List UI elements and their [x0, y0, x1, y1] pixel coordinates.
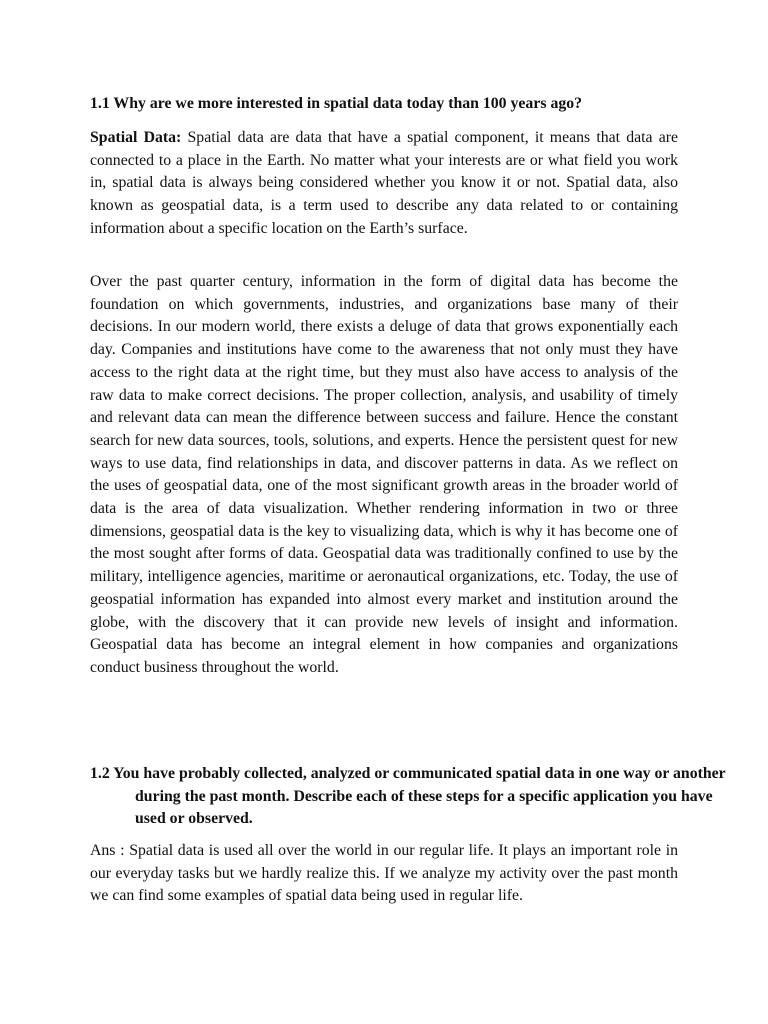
digital-data-paragraph: Over the past quarter century, information in the form of digital data has become the foundation on which governments, industries, and organizations base many of their decisions. In our modern world, there exists a deluge of data that grows exponentially each day. Companies and institutions have come to the awareness that not only must they have access to the right data at the right time, but they must also have access to analysis of the raw data to make correct decisions. The proper collection, analysis, and usability of timely and relevant data can mean the difference between success and failure. Hence the constant search for new data sources, tools, solutions, and experts. Hence the persistent quest for new ways to use data, find relationships in data, and discover patterns in data. As we reflect on the uses of geospatial data, one of the most significant growth areas in the broader world of data is the area of data visualization. Whether rendering information in two or three dimensions, geospatial data is the key to visualizing data, which is why it has become one of the most sought after forms of data. Geospatial data was traditionally confined to use by the military, intelligence agencies, maritime or aeronautical organizations, etc. Today, the use of geospatial information has expanded into almost every market and institution around the globe, with the discovery that it can provide new levels of insight and information. Geospatial data has become an integral element in how companies and organizations conduct business throughout the world.	[90, 273, 678, 676]
section-1-2-heading: 1.2 You have probably collected, analyzed or communicated spatial data in one way or another during the past month. Describe each of these steps for a specific application you have used or observed.	[90, 765, 726, 828]
answer-paragraph: Ans : Spatial data is used all over the world in our regular life. It plays an important role in our everyday tasks but we hardly realize this. If we analyze my activity over the past month we can find some examples of spatial data being used in regular life.	[90, 842, 678, 905]
section-1-1-heading: 1.1 Why are we more interested in spatial data today than 100 years ago?	[90, 95, 583, 112]
definition-term: Spatial Data:	[90, 129, 182, 146]
spatial-data-definition-paragraph	[90, 127, 678, 241]
definition-text: Spatial data are data that have a spatial component, it means that data are connected to a place in the Earth. No matter what your interests are or what field you work in, spatial data is always being considered whether you know it or not. Spatial data, also known as geospatial data, is a term used to describe any data related to or containing information about a specific location on the Earth’s surface.	[90, 129, 678, 237]
